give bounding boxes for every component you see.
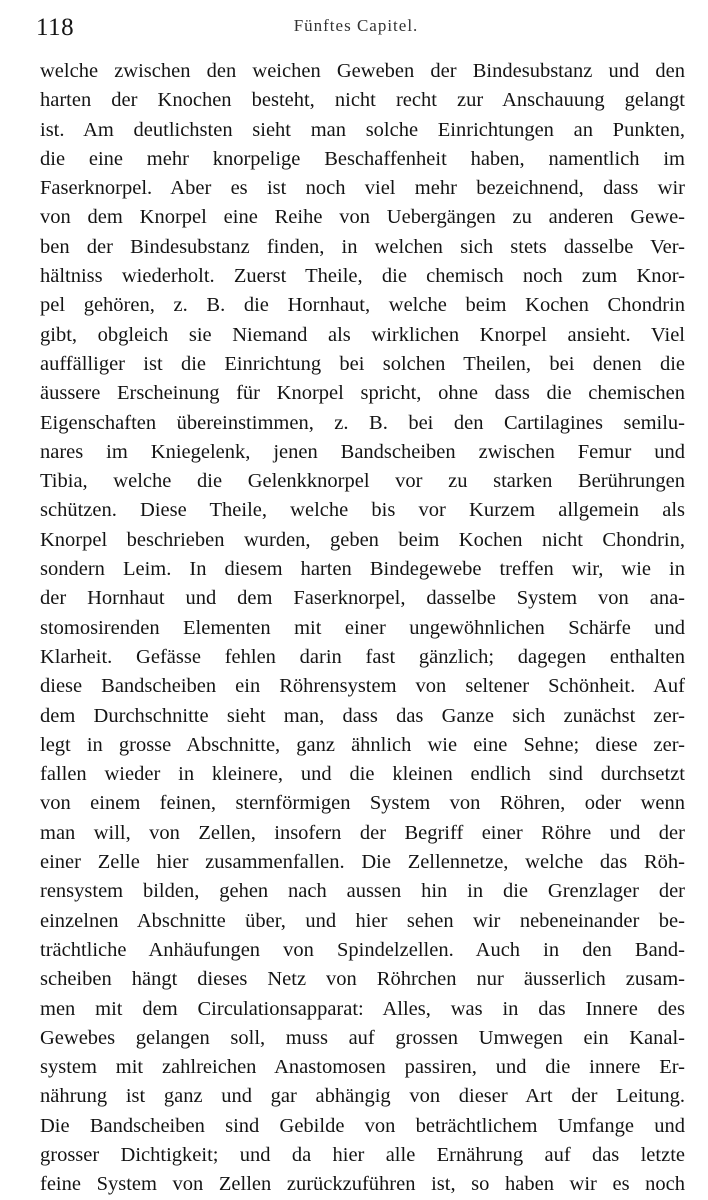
text-line: Eigenschaften übereinstimmen, z. B. bei den Cartilagines semilu- <box>40 411 685 434</box>
text-line: stomosirenden Elementen mit einer ungewöhnlichen Schärfe und <box>40 616 685 639</box>
text-line: grosser Dichtigkeit; und da hier alle Ernährung auf das letzte <box>40 1143 685 1166</box>
text-line: diese Bandscheiben ein Röhrensystem von seltener Schönheit. Auf <box>40 675 685 698</box>
text-line: Tibia, welche die Gelenkknorpel vor zu starken Berührungen <box>40 470 685 493</box>
text-line: auffälliger ist die Einrichtung bei solchen Theilen, bei denen die <box>40 352 685 375</box>
text-line: nährung ist ganz und gar abhängig von dieser Art der Leitung. <box>40 1085 685 1108</box>
text-line: der Hornhaut und dem Faserknorpel, dasselbe System von ana- <box>40 587 685 610</box>
text-line: man will, von Zellen, insofern der Begriff einer Röhre und der <box>40 821 685 844</box>
chapter-title: Fünftes Capitel. <box>293 16 419 35</box>
text-line: feine System von Zellen zurückzuführen ist, so haben wir es noch <box>40 1173 685 1196</box>
text-line: von einem feinen, sternförmigen System von Röhren, oder wenn <box>40 792 685 815</box>
text-line: legt in grosse Abschnitte, ganz ähnlich wie eine Sehne; diese zer- <box>40 733 685 756</box>
body-text <box>40 57 685 1200</box>
page-number: 118 <box>36 14 75 41</box>
text-line: gibt, obgleich sie Niemand als wirklichen Knorpel ansieht. Viel <box>40 323 685 346</box>
text-line: pel gehören, z. B. die Hornhaut, welche beim Kochen Chondrin <box>40 294 685 317</box>
text-line: einzelnen Abschnitte über, und hier sehen wir nebeneinander be- <box>40 909 685 932</box>
text-line: hältniss wiederholt. Zuerst Theile, die chemisch noch zum Knor- <box>40 265 685 288</box>
text-line: von dem Knorpel eine Reihe von Uebergängen zu anderen Gewe- <box>40 206 685 229</box>
text-line: system mit zahlreichen Anastomosen passiren, und die innere Er- <box>40 1056 685 1079</box>
running-head <box>30 10 682 40</box>
text-line: die eine mehr knorpelige Beschaffenheit haben, namentlich im <box>40 147 685 170</box>
text-line: scheiben hängt dieses Netz von Röhrchen nur äusserlich zusam- <box>40 968 685 991</box>
text-line: harten der Knochen besteht, nicht recht zur Anschauung gelangt <box>40 89 685 112</box>
text-line: Gewebes gelangen soll, muss auf grossen Umwegen ein Kanal- <box>40 1026 685 1049</box>
text-line: welche zwischen den weichen Geweben der Bindesubstanz und den <box>40 60 685 82</box>
text-line: dem Durchschnitte sieht man, dass das Ganze sich zunächst zer- <box>40 704 685 727</box>
text-line: ist. Am deutlichsten sieht man solche Einrichtungen an Punkten, <box>40 118 685 141</box>
text-line: trächtliche Anhäufungen von Spindelzellen. Auch in den Band- <box>40 938 685 961</box>
text-line: Die Bandscheiben sind Gebilde von beträchtlichem Umfange und <box>40 1114 685 1137</box>
text-line: Faserknorpel. Aber es ist noch viel mehr bezeichnend, dass wir <box>40 177 685 200</box>
text-line: nares im Kniegelenk, jenen Bandscheiben zwischen Femur und <box>40 440 685 463</box>
text-line: schützen. Diese Theile, welche bis vor Kurzem allgemein als <box>40 499 685 522</box>
text-line: ben der Bindesubstanz finden, in welchen sich stets dasselbe Ver- <box>40 235 685 258</box>
text-line: sondern Leim. In diesem harten Bindegewebe treffen wir, wie in <box>40 558 685 581</box>
text-line: rensystem bilden, gehen nach aussen hin in die Grenzlager der <box>40 880 685 903</box>
text-line: fallen wieder in kleinere, und die kleinen endlich sind durchsetzt <box>40 763 685 786</box>
text-line: äussere Erscheinung für Knorpel spricht, ohne dass die chemischen <box>40 382 685 405</box>
text-line: einer Zelle hier zusammenfallen. Die Zellennetze, welche das Röh- <box>40 851 685 874</box>
text-line: Klarheit. Gefässe fehlen darin fast gänzlich; dagegen enthalten <box>40 645 685 668</box>
text-line: men mit dem Circulationsapparat: Alles, was in das Innere des <box>40 997 685 1020</box>
text-line: Knorpel beschrieben wurden, geben beim Kochen nicht Chondrin, <box>40 528 685 551</box>
